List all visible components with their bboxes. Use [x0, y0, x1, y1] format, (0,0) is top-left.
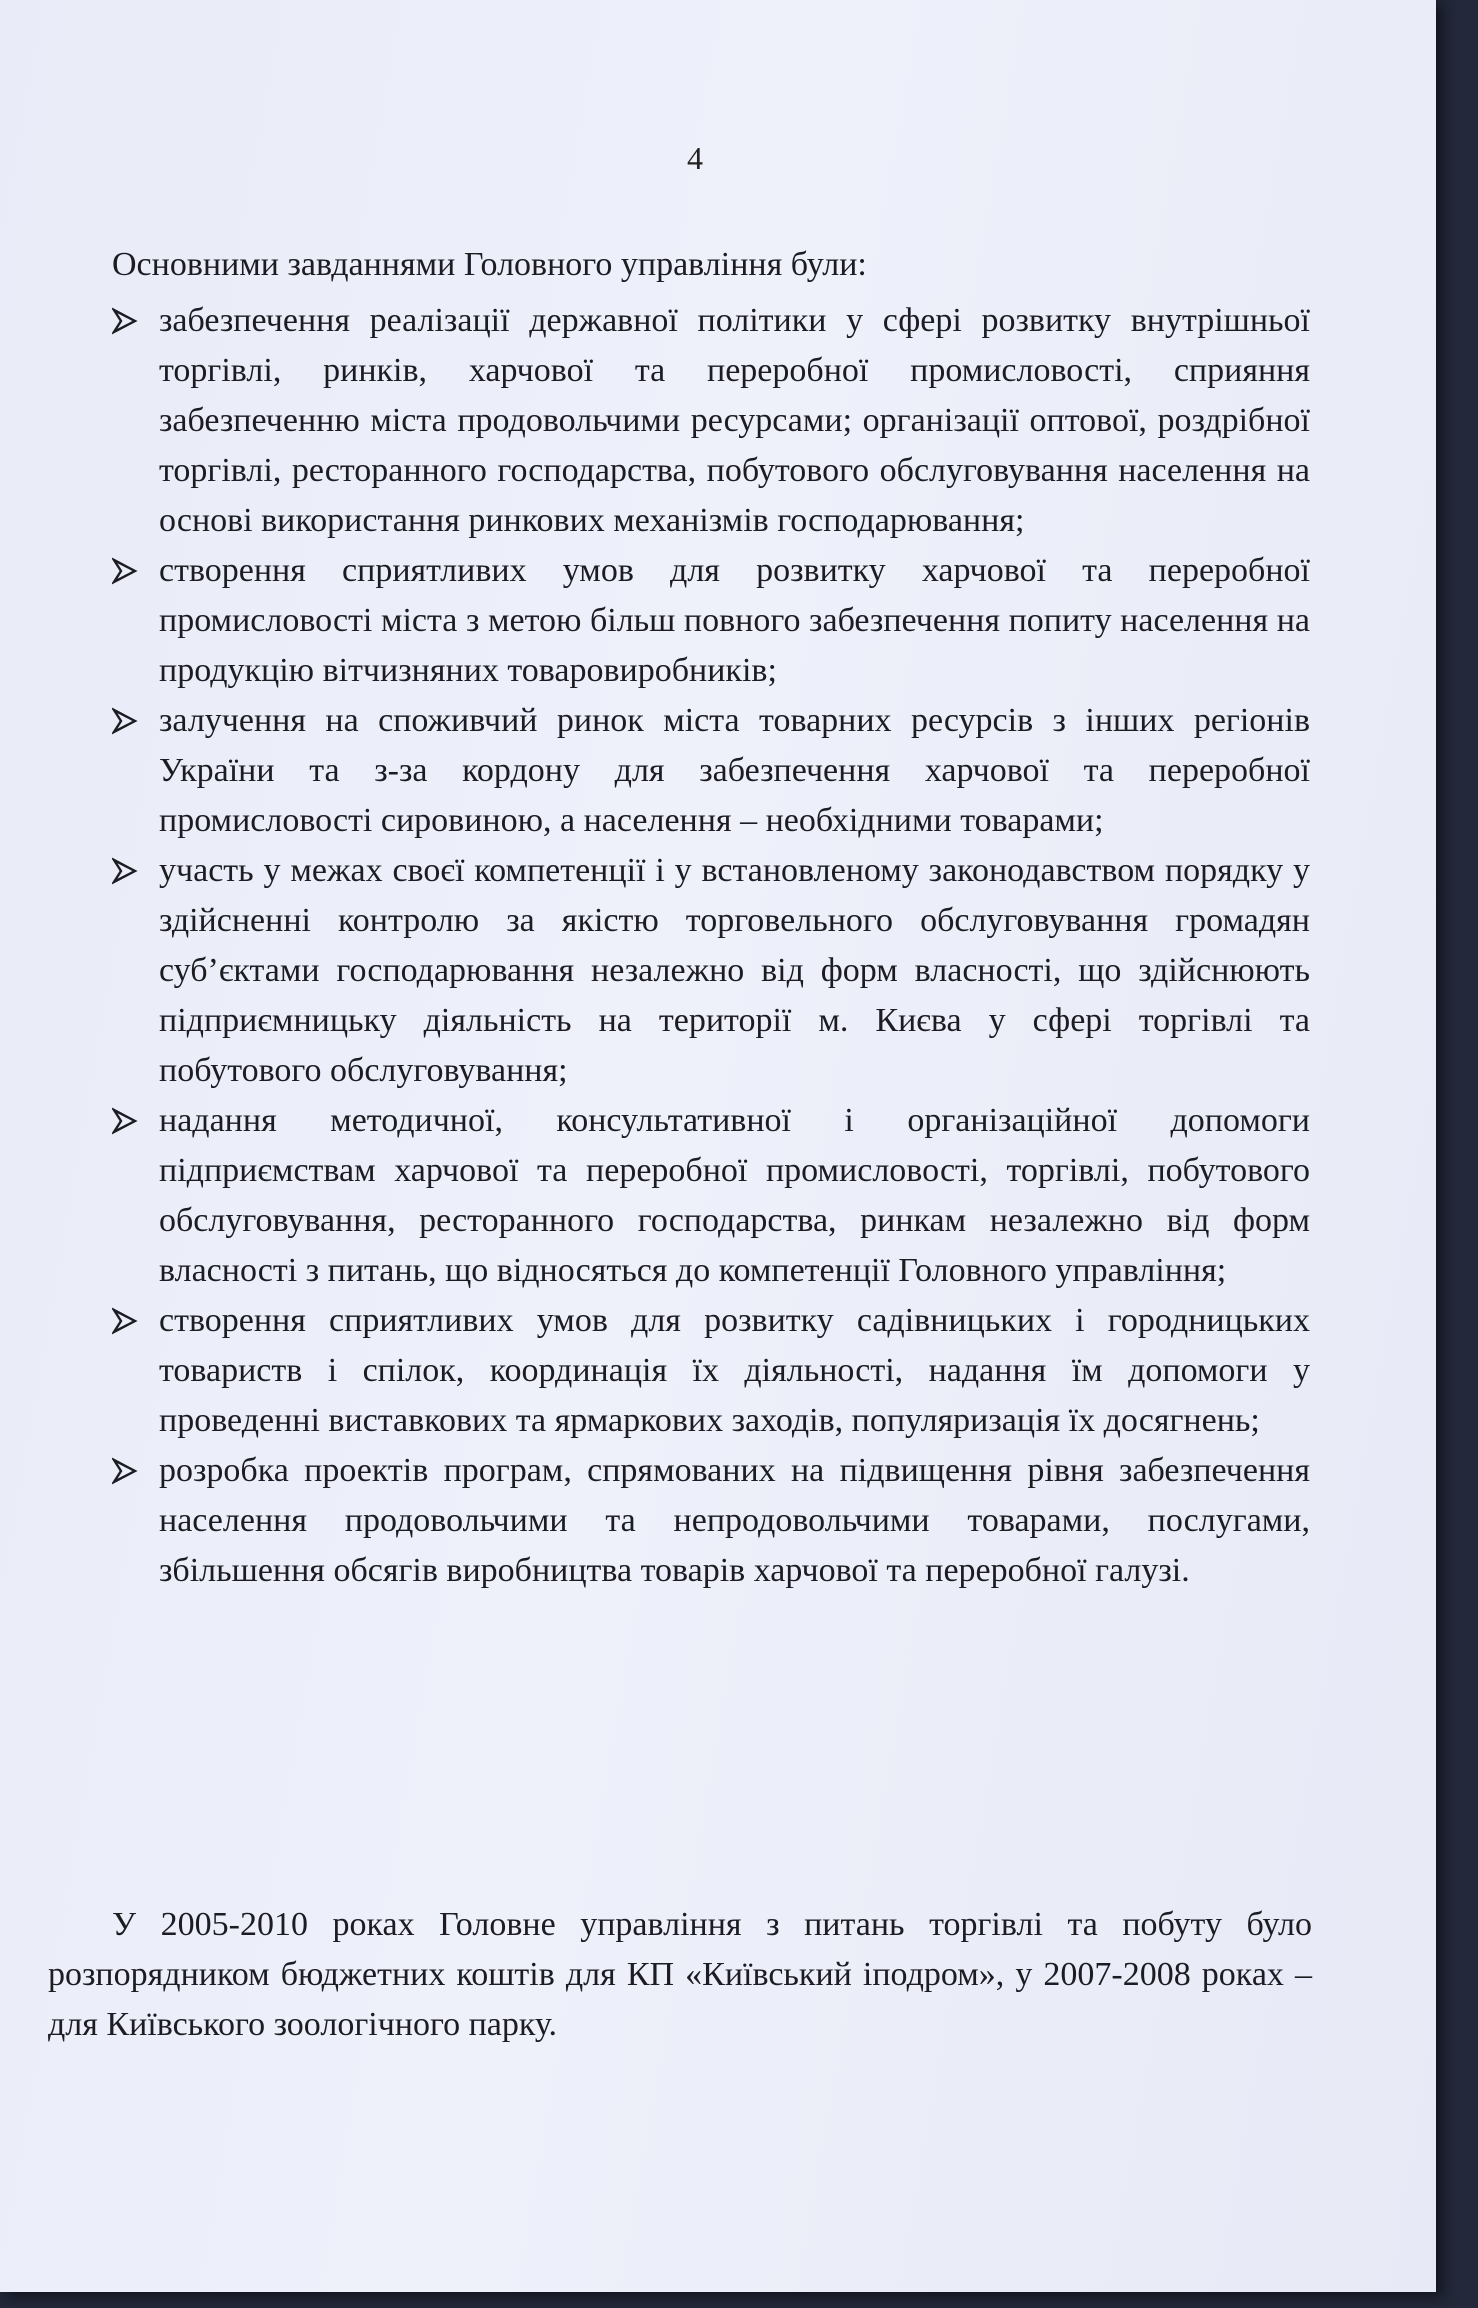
- arrowhead-bullet-icon: [112, 548, 138, 594]
- list-item: [112, 296, 1310, 546]
- list-item-text: надання методичної, консультативної і організаційної допомоги підприємствам харчової та переробної промисловості, торгівлі, побутового обслуговування, ресторанного господарства, ринкам незалежно від форм власності з питань, що відносяться до компетенції Головного управління;: [159, 1102, 1310, 1289]
- list-item-text: залучення на споживчий ринок міста товарних ресурсів з інших регіонів України та з-за кордону для забезпечення харчової та переробної промисловості сировиною, а населення – необхідними товарами;: [159, 702, 1310, 839]
- arrowhead-bullet-icon: [112, 1298, 138, 1344]
- list-item-text: забезпечення реалізації державної політики у сфері розвитку внутрішньої торгівлі, ринків, харчової та переробної промисловості, сприяння забезпеченню міста продовольчими ресурсами; організації оптової, роздрібної торгівлі, ресторанного господарства, побутового обслуговування населення на основі використання ринкових механізмів господарювання;: [159, 302, 1310, 539]
- list-item: [112, 546, 1310, 696]
- list-item: [112, 1096, 1310, 1296]
- list-item: [112, 1296, 1310, 1446]
- list-item-text: створення сприятливих умов для розвитку харчової та переробної промисловості міста з метою більш повного забезпечення попиту населення на продукцію вітчизняних товаровиробників;: [159, 552, 1310, 689]
- arrowhead-bullet-icon: [112, 1098, 138, 1144]
- page-number: 4: [687, 140, 703, 176]
- list-item-text: розробка проектів програм, спрямованих на підвищення рівня забезпечення населення продовольчими та непродовольчими товарами, послугами, збільшення обсягів виробництва товарів харчової та переробної галузі.: [159, 1452, 1310, 1589]
- closing-paragraph: У 2005-2010 роках Головне управління з питань торгівлі та побуту було розпорядником бюджетних коштів для КП «Київський іподром», у 2007-2008 роках – для Київського зоологічного парку.: [48, 1906, 1312, 2043]
- list-item: [112, 696, 1310, 846]
- list-item: [112, 1446, 1310, 1596]
- arrowhead-bullet-icon: [112, 1448, 138, 1494]
- list-item-text: участь у межах своєї компетенції і у встановленому законодавством порядку у здійсненні контролю за якістю торговельного обслуговування громадян суб’єктами господарювання незалежно від форм власності, що здійснюють підприємницьку діяльність на території м. Києва у сфері торгівлі та побутового обслуговування;: [159, 852, 1310, 1089]
- list-item: [112, 846, 1310, 1096]
- arrowhead-bullet-icon: [112, 298, 138, 344]
- task-list: [112, 296, 1310, 1596]
- arrowhead-bullet-icon: [112, 848, 138, 894]
- intro-paragraph: Основними завданнями Головного управління були:: [112, 246, 867, 283]
- arrowhead-bullet-icon: [112, 698, 138, 744]
- document-body: [112, 240, 1310, 1596]
- list-item-text: створення сприятливих умов для розвитку садівницьких і городницьких товариств і спілок, координація їх діяльності, надання їм допомоги у проведенні виставкових та ярмаркових заходів, популяризація їх досягнень;: [159, 1302, 1310, 1439]
